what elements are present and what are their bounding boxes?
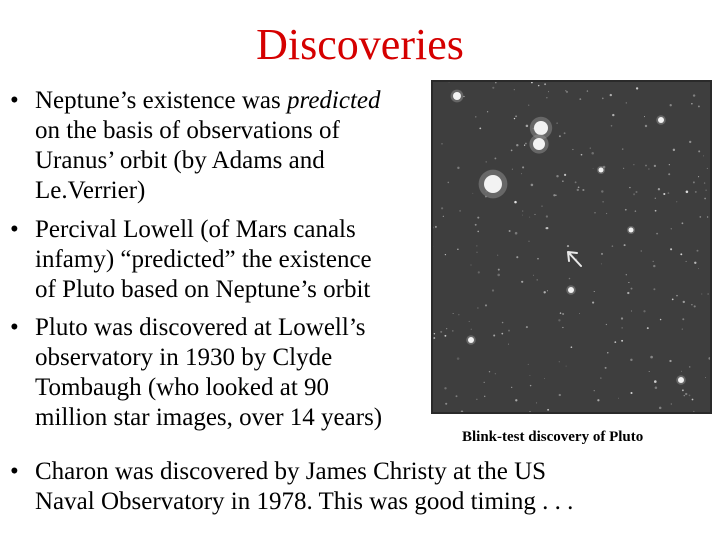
star-dot (515, 399, 517, 401)
star-dot (525, 143, 527, 145)
star-dot (636, 87, 638, 89)
star-dot (546, 97, 547, 98)
star-dot (655, 210, 657, 212)
star-dot (672, 299, 674, 301)
star-dot (566, 91, 568, 93)
bullet-line: Charon was discovered by James Christy at the US (35, 458, 547, 485)
star-dot (528, 241, 529, 242)
bullet-line: Tombaugh (who looked at 90 (35, 374, 330, 401)
star-dot (698, 268, 699, 269)
star-dot (649, 371, 650, 372)
star-dot (575, 181, 577, 183)
star-dot (648, 168, 649, 169)
star-dot (668, 173, 670, 175)
bullet-line: Pluto was discovered at Lowell’s (35, 314, 366, 341)
star-dot (544, 291, 546, 293)
star-dot (643, 310, 645, 312)
star-dot (704, 182, 705, 183)
star-dot (478, 271, 480, 273)
star-dot (485, 304, 487, 306)
star-dot (494, 157, 496, 159)
star-dot (456, 395, 458, 397)
star-dot (670, 248, 672, 250)
star-dot (558, 319, 560, 321)
star-dot (605, 367, 607, 369)
star-dot (434, 333, 435, 334)
bullet-symbol: • (10, 216, 19, 243)
bullet-line: Uranus’ orbit (by Adams and (35, 147, 325, 174)
star-dot (511, 387, 512, 388)
star-dot (578, 186, 580, 188)
star-dot (607, 352, 608, 353)
star-dot (673, 149, 675, 151)
star-dot (653, 265, 655, 267)
star-dot (537, 279, 538, 280)
star-field-image (431, 80, 712, 414)
star-dot (707, 216, 708, 217)
star-dot (655, 386, 658, 389)
star-dot (493, 334, 495, 336)
star-dot (564, 174, 566, 176)
star-dot (484, 382, 485, 383)
star-dot (670, 104, 672, 106)
star-dot (655, 198, 656, 199)
star-dot (602, 201, 604, 203)
star-dot (671, 403, 672, 404)
star-dot (459, 210, 461, 212)
star-dot (693, 94, 695, 96)
star-dot (556, 122, 557, 123)
slide-title: Discoveries (256, 20, 464, 69)
bright-star (599, 168, 604, 173)
star-dot (446, 328, 447, 329)
star-dot (689, 366, 691, 368)
star-dot (566, 366, 567, 367)
bullet-symbol: • (10, 314, 19, 341)
star-dot (444, 335, 446, 337)
bullet-symbol: • (10, 87, 19, 114)
emphasis-predicted: predicted (287, 87, 381, 114)
star-dot (703, 155, 704, 156)
image-caption: Blink-test discovery of Pluto (462, 429, 644, 445)
star-dot (433, 337, 435, 339)
star-dot (572, 149, 573, 150)
star-dot (654, 380, 657, 383)
star-dot (694, 305, 696, 307)
star-dot (512, 169, 513, 170)
bullet-line: Neptune’s existence was predicted (35, 87, 381, 114)
star-dot (686, 191, 689, 194)
star-dot (476, 399, 477, 400)
star-dot (509, 230, 511, 232)
star-dot (538, 85, 539, 86)
bullet-symbol: • (10, 458, 19, 485)
star-dot (477, 307, 478, 308)
star-dot (691, 304, 692, 305)
star-dot (528, 364, 529, 365)
star-dot (508, 330, 510, 332)
star-dot (546, 227, 548, 229)
bright-star (568, 287, 574, 293)
star-dot (569, 278, 571, 280)
star-dot (452, 330, 454, 332)
star-dot (548, 91, 549, 92)
star-field-photo (431, 80, 712, 414)
bullet-line: infamy) “predicted” the existence (35, 246, 372, 273)
bright-star (658, 117, 664, 123)
star-dot (457, 167, 459, 169)
star-dot (544, 83, 546, 85)
star-dot (682, 389, 684, 391)
star-dot (707, 293, 708, 294)
star-dot (694, 262, 696, 264)
star-dot (695, 191, 697, 193)
star-dot (689, 395, 691, 397)
star-dot (524, 145, 525, 146)
star-dot (707, 168, 708, 169)
star-dot (626, 102, 627, 103)
star-dot (693, 411, 694, 412)
star-dot (682, 329, 683, 330)
star-dot (698, 105, 700, 107)
star-dot (560, 312, 562, 314)
star-dot (471, 265, 472, 266)
star-dot (659, 407, 662, 410)
star-dot (492, 87, 494, 89)
star-dot (445, 254, 446, 255)
bright-star (678, 377, 684, 383)
star-dot (530, 385, 531, 386)
star-dot (590, 147, 591, 148)
star-dot (571, 346, 573, 348)
star-dot (676, 295, 678, 297)
star-dot (644, 116, 645, 117)
bullet-line: Percival Lowell (of Mars canals (35, 216, 356, 243)
star-dot (653, 261, 654, 262)
star-dot (508, 344, 509, 345)
star-dot (565, 90, 566, 91)
star-dot (489, 371, 490, 372)
star-dot (663, 193, 665, 195)
star-dot (458, 314, 460, 316)
star-dot (435, 226, 437, 228)
star-dot (579, 98, 581, 100)
star-dot (559, 394, 561, 396)
star-dot (593, 168, 594, 169)
star-dot (476, 245, 477, 246)
star-dot (645, 165, 647, 167)
star-dot (669, 360, 671, 362)
star-dot (658, 188, 660, 190)
star-dot (628, 282, 629, 283)
star-dot (475, 116, 476, 117)
star-dot (621, 317, 623, 319)
bullet-line: Naval Observatory in 1978. This was good timing . . . (35, 488, 574, 515)
star-dot (668, 192, 670, 194)
star-dot (669, 164, 670, 165)
star-dot (484, 396, 485, 397)
star-dot (577, 189, 579, 191)
star-dot (631, 288, 633, 290)
star-dot (686, 261, 687, 262)
star-dot (495, 373, 496, 374)
star-dot (631, 310, 632, 311)
star-dot (612, 245, 614, 247)
star-dot (697, 250, 699, 252)
star-dot (537, 258, 539, 260)
star-dot (594, 390, 595, 391)
star-dot (630, 359, 632, 361)
star-dot (600, 378, 601, 379)
star-dot (511, 150, 513, 152)
star-dot (444, 387, 446, 389)
star-dot (602, 98, 604, 100)
star-dot (531, 184, 534, 187)
star-dot (591, 152, 594, 155)
star-dot (601, 253, 603, 255)
star-dot (705, 377, 706, 378)
star-dot (534, 214, 535, 215)
star-dot (684, 395, 685, 396)
star-dot (526, 125, 529, 128)
star-dot (495, 82, 497, 84)
star-dot (692, 399, 694, 401)
star-dot (447, 182, 449, 184)
star-dot (479, 128, 481, 130)
star-dot (676, 201, 677, 202)
star-dot (653, 288, 655, 290)
star-dot (581, 154, 583, 156)
star-dot (597, 399, 599, 401)
bullet-line: of Pluto based on Neptune’s orbit (35, 276, 371, 303)
star-dot (498, 269, 500, 271)
star-dot (618, 398, 619, 399)
star-dot (630, 392, 632, 394)
star-dot (633, 193, 635, 195)
star-dot (555, 195, 556, 196)
star-dot (544, 378, 545, 379)
star-dot (592, 302, 594, 304)
star-dot (629, 187, 630, 188)
bright-star (629, 228, 634, 233)
star-dot (701, 294, 702, 295)
star-dot (564, 132, 566, 134)
star-dot (682, 222, 684, 224)
star-dot (514, 118, 515, 119)
star-dot (475, 224, 477, 226)
star-dot (693, 181, 695, 183)
star-dot (547, 290, 548, 291)
bright-star (453, 92, 461, 100)
star-dot (683, 301, 685, 303)
star-dot (627, 292, 629, 294)
star-dot (698, 176, 699, 177)
star-dot (625, 209, 627, 211)
star-dot (536, 402, 537, 403)
star-dot (514, 201, 517, 204)
star-dot (654, 165, 656, 167)
star-dot (471, 329, 472, 330)
star-dot (453, 313, 454, 314)
star-dot (685, 393, 687, 395)
star-dot (610, 94, 612, 96)
star-dot (671, 228, 672, 229)
star-dot (497, 255, 498, 256)
star-dot (691, 103, 692, 104)
bullet-line: million star images, over 14 years) (35, 404, 383, 431)
star-dot (567, 245, 569, 247)
star-dot (440, 331, 442, 333)
star-dot (660, 319, 662, 321)
star-dot (529, 375, 530, 376)
star-dot (541, 205, 542, 206)
star-dot (699, 216, 701, 218)
star-dot (526, 326, 528, 328)
star-dot (472, 193, 473, 194)
star-dot (624, 244, 626, 246)
star-dot (622, 327, 623, 328)
bullet-line: observatory in 1930 by Clyde (35, 344, 333, 371)
star-dot (556, 175, 558, 177)
star-dot (633, 164, 634, 165)
star-dot (579, 313, 580, 314)
star-dot (622, 148, 623, 149)
star-dot (514, 89, 515, 90)
star-dot (521, 281, 523, 283)
star-dot (623, 168, 624, 169)
star-dot (705, 189, 707, 191)
star-dot (522, 166, 524, 168)
bright-star (484, 175, 502, 193)
star-dot (606, 324, 607, 325)
bright-star (468, 337, 474, 343)
star-dot (635, 210, 637, 212)
star-dot (457, 357, 460, 360)
star-dot (528, 105, 529, 106)
star-dot (559, 135, 561, 137)
bullet-line: Le.Verrier) (35, 177, 146, 204)
bullet-line: on the basis of observations of (35, 117, 340, 144)
star-dot (647, 327, 649, 329)
star-dot (680, 253, 682, 255)
star-dot (463, 96, 464, 97)
star-dot (547, 409, 549, 411)
star-dot (501, 333, 503, 335)
star-dot (445, 403, 447, 405)
star-dot (601, 263, 602, 264)
star-dot (487, 111, 488, 112)
star-dot (533, 275, 534, 276)
star-dot (457, 249, 458, 250)
star-dot (626, 274, 627, 275)
star-dot (582, 189, 584, 191)
star-dot (515, 232, 518, 235)
star-dot (497, 274, 500, 277)
star-dot (562, 327, 563, 328)
star-dot (562, 181, 563, 182)
star-dot (492, 289, 494, 291)
star-dot (441, 207, 443, 209)
star-dot (656, 233, 658, 235)
star-dot (562, 313, 564, 315)
star-dot (522, 215, 523, 216)
star-dot (612, 114, 614, 116)
star-dot (442, 143, 443, 144)
star-dot (477, 252, 478, 253)
star-dot (594, 291, 595, 292)
star-dot (650, 356, 653, 359)
star-dot (477, 231, 479, 233)
star-dot (641, 250, 642, 251)
star-dot (601, 190, 603, 192)
star-dot (682, 318, 684, 320)
star-dot (486, 161, 487, 162)
bright-star (534, 121, 548, 135)
star-dot (689, 141, 691, 143)
star-dot (529, 217, 530, 218)
star-dot (553, 194, 555, 196)
star-dot (621, 340, 623, 342)
star-dot (587, 90, 588, 91)
star-dot (614, 341, 616, 343)
star-dot (516, 144, 518, 146)
star-dot (515, 115, 517, 117)
star-dot (522, 211, 523, 212)
star-dot (576, 259, 577, 260)
star-dot (516, 256, 518, 258)
star-dot (704, 198, 706, 200)
star-dot (681, 371, 682, 372)
star-dot (521, 173, 522, 174)
star-dot (635, 191, 637, 193)
star-dot (606, 213, 607, 214)
star-dot (477, 217, 479, 219)
star-dot (469, 321, 470, 322)
star-dot (645, 125, 647, 127)
star-dot (443, 216, 444, 217)
star-dot (546, 215, 548, 217)
star-dot (698, 150, 700, 152)
star-dot (502, 322, 504, 324)
star-dot (559, 361, 560, 362)
bright-star (533, 138, 545, 150)
star-dot (594, 212, 595, 213)
star-dot (611, 125, 613, 127)
